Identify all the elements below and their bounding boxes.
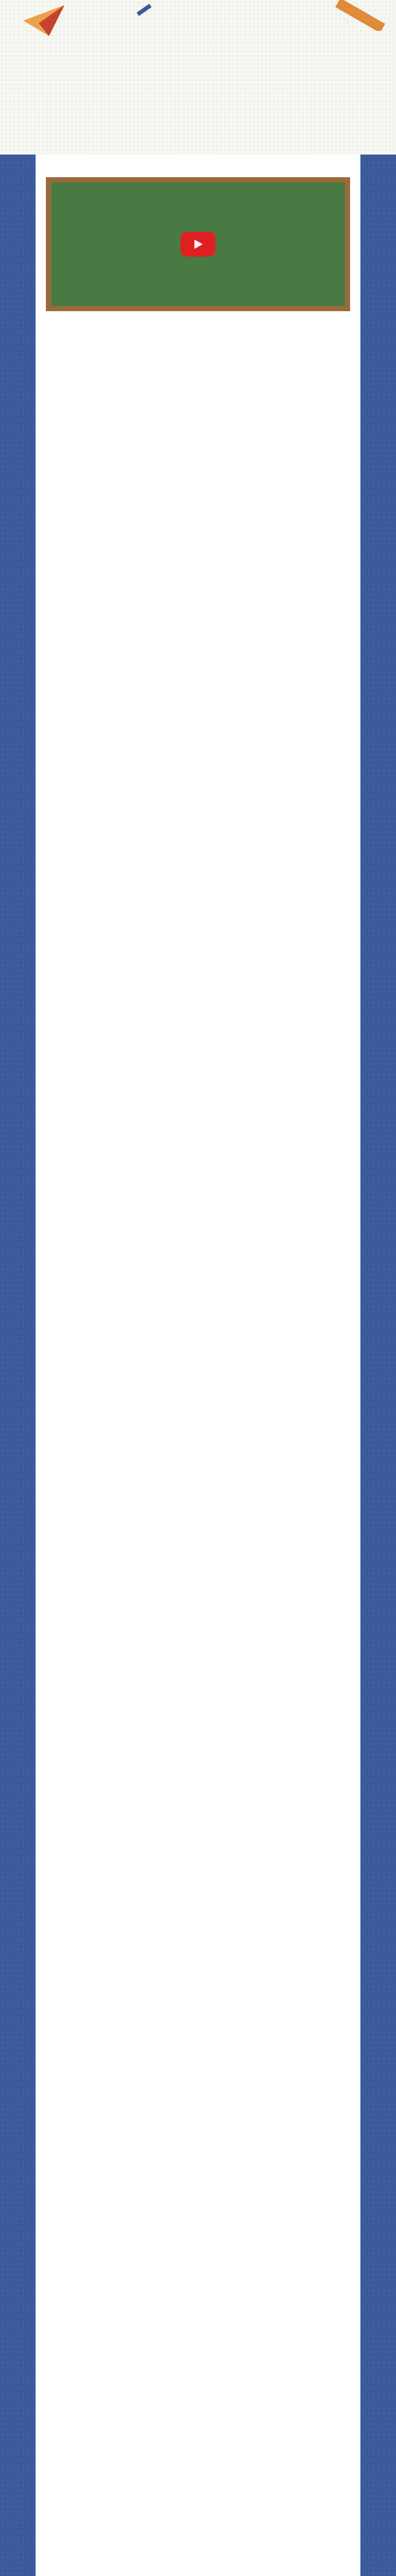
page-header <box>0 0 396 155</box>
worksheet <box>36 155 360 2576</box>
video-player[interactable] <box>46 177 350 311</box>
pencil-icon <box>134 0 155 21</box>
ruler-icon <box>325 0 387 31</box>
paper-plane-icon <box>23 5 64 36</box>
explanation-section <box>46 170 350 311</box>
play-icon <box>192 239 204 250</box>
play-button[interactable] <box>180 232 216 257</box>
